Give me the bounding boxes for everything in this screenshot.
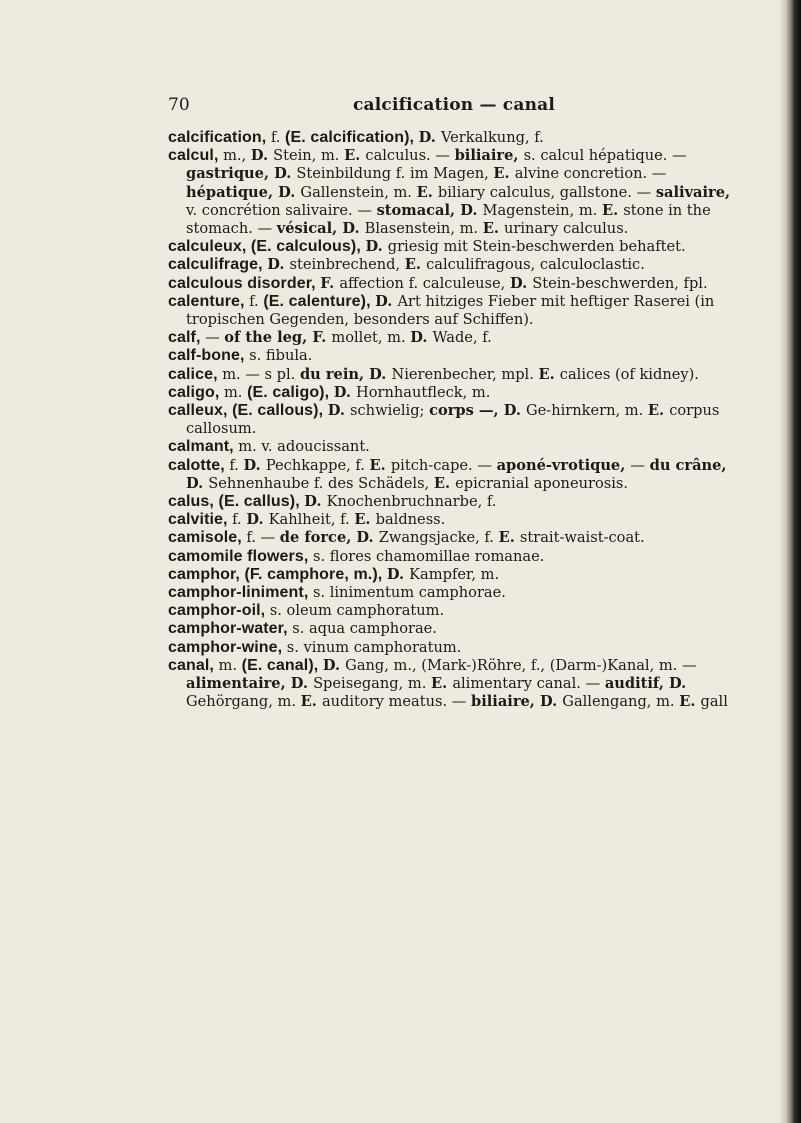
entry-camisole bbox=[168, 529, 746, 547]
entry-bold-term: D. bbox=[669, 675, 687, 693]
entry-text: f. — bbox=[246, 529, 280, 547]
entry-bold-term: D. bbox=[278, 183, 301, 201]
entry-text: s. aqua camphorae. bbox=[292, 620, 437, 638]
entry-equivalent: (F. camphore, bbox=[244, 565, 354, 583]
entry-headword: camphor-oil, bbox=[168, 602, 270, 620]
entry-bold-term: aponé-vrotique, bbox=[496, 456, 631, 474]
entry-equivalent: (E. caligo), bbox=[247, 383, 334, 401]
entry-bold-term: alimentaire, bbox=[186, 675, 291, 693]
entry-bold-term: E. bbox=[647, 402, 670, 420]
entry-text: f. bbox=[249, 292, 264, 310]
entry-equivalent: (E. callous), bbox=[232, 402, 328, 420]
entry-text: calculus. — bbox=[365, 147, 455, 165]
entry-text: m. v. adoucissant. bbox=[238, 438, 370, 456]
entry-bold-term: E. bbox=[493, 165, 515, 183]
page-header bbox=[168, 92, 740, 118]
entry-bold-term: D. bbox=[246, 511, 269, 529]
entry-bold-term: vésical, bbox=[276, 220, 343, 238]
entry-text: auditory meatus. — bbox=[321, 693, 471, 711]
entry-headword: calculeux, bbox=[168, 238, 251, 256]
entry-equivalent: (E. callus), bbox=[218, 493, 305, 511]
entry-headword: caligo, bbox=[168, 383, 224, 401]
entry-text: Stein, m. bbox=[273, 147, 345, 165]
entry-text: affection f. calculeuse, bbox=[339, 274, 510, 292]
entry-text: s. calcul hépatique. — bbox=[523, 147, 687, 165]
entry-text: Verkalkung, f. bbox=[440, 129, 544, 146]
entry-text: Pechkappe, f. bbox=[265, 456, 370, 474]
entry-text: calculifragous, calculoclastic. bbox=[426, 256, 645, 274]
entry-text: Art hitziges Fieber mit heftiger Raserei (in tropischen Gegenden, besonders auf Schiffen). bbox=[186, 292, 715, 329]
entry-bold-term: of the leg, bbox=[224, 329, 313, 347]
entry-headword: calvitie, bbox=[168, 511, 233, 529]
entry-calcul bbox=[168, 147, 746, 238]
entry-bold-term: D. bbox=[418, 129, 441, 146]
entry-text: Wade, f. bbox=[432, 329, 492, 347]
entry-text: alvine concretion. — bbox=[514, 165, 667, 183]
entry-text: m., bbox=[223, 147, 251, 165]
entry-bold-term: D. bbox=[250, 147, 274, 165]
entry-headword: camisole, bbox=[168, 529, 247, 547]
entry-bold-term: D. bbox=[375, 292, 398, 310]
entry-bold-term: D. bbox=[342, 220, 365, 238]
entry-text: m. bbox=[218, 656, 242, 674]
entry-camphor-liniment bbox=[168, 584, 746, 602]
entry-camphor bbox=[168, 566, 746, 584]
entry-bold-term: E. bbox=[601, 201, 624, 219]
entry-bold-term: E. bbox=[404, 256, 427, 274]
entry-calf-bone bbox=[168, 347, 746, 365]
entry-text: s. fibula. bbox=[249, 347, 313, 365]
entry-headword: calotte, bbox=[168, 456, 230, 474]
entry-text: urinary calculus. bbox=[504, 220, 629, 238]
entry-bold-term: E. bbox=[300, 693, 322, 711]
entry-headword: calculous disorder, bbox=[168, 274, 321, 292]
entry-bold-term: F. bbox=[312, 329, 332, 347]
entry-bold-term: auditif, bbox=[604, 675, 670, 693]
entry-text: Knochenbruchnarbe, f. bbox=[326, 493, 497, 511]
entry-text: epicranial aponeurosis. bbox=[455, 474, 629, 492]
entry-calus bbox=[168, 493, 746, 511]
entry-bold-term: E. bbox=[679, 693, 701, 711]
entry-bold-term: salivaire, bbox=[655, 183, 731, 201]
entry-text: corpus callosum. bbox=[186, 402, 720, 438]
entry-text: Gallenstein, m. bbox=[300, 183, 417, 201]
entry-text: Gallengang, m. bbox=[562, 693, 680, 711]
entry-headword: calf, bbox=[168, 329, 206, 347]
entry-headword: calf-bone, bbox=[168, 347, 250, 365]
entry-bold-term: biliaire, bbox=[471, 693, 540, 711]
entry-bold-term: E. bbox=[344, 147, 366, 165]
entry-headword: calculifrage, bbox=[168, 256, 268, 274]
entry-text: s. vinum camphoratum. bbox=[286, 638, 462, 656]
entry-equivalent: (E. calculous), bbox=[250, 238, 366, 256]
entry-text: stone in the stomach. — bbox=[186, 201, 711, 238]
entry-bold-term: E. bbox=[433, 474, 456, 492]
entry-text: Kampfer, m. bbox=[409, 565, 500, 583]
entry-headword: camphor-wine, bbox=[168, 638, 287, 656]
entry-equivalent: (E. canal), bbox=[241, 656, 323, 674]
entry-text: Zwangsjacke, f. bbox=[378, 529, 499, 547]
running-head: calcification — canal bbox=[352, 95, 556, 115]
entry-bold-term: E. bbox=[354, 511, 376, 529]
entry-text: — bbox=[205, 329, 225, 347]
entry-bold-term: D. bbox=[386, 565, 410, 583]
entry-text: — bbox=[630, 456, 650, 474]
entry-bold-term: du rein, bbox=[299, 365, 370, 383]
entry-bold-term: D. bbox=[503, 402, 526, 420]
entry-text: pitch-cape. — bbox=[390, 456, 497, 474]
entry-headword: calcification, bbox=[168, 129, 271, 146]
entry-bold-term: D. bbox=[410, 329, 433, 347]
entry-bold-term: D. bbox=[509, 274, 533, 292]
entry-text: f. bbox=[229, 456, 244, 474]
dictionary-entries bbox=[168, 129, 746, 712]
entry-bold-term: D. bbox=[243, 456, 266, 474]
entry-text: Hornhautfleck, m. bbox=[356, 383, 491, 401]
entry-text: Nierenbecher, mpl. bbox=[391, 365, 539, 383]
entry-text: baldness. bbox=[375, 511, 446, 529]
entry-text: s. flores chamomillae romanae. bbox=[312, 547, 545, 565]
entry-text: Gang, m., (Mark-)Röhre, f., (Darm-)Kanal, m. — bbox=[345, 656, 697, 674]
entry-camphor-oil bbox=[168, 602, 746, 620]
entry-bold-term: D. bbox=[327, 402, 351, 420]
book-binding-edge bbox=[785, 0, 801, 1123]
entry-bold-term: D. bbox=[290, 675, 314, 693]
entry-bold-term: D. bbox=[369, 365, 392, 383]
entry-calcification bbox=[168, 129, 746, 147]
entry-headword: camphor-water, bbox=[168, 620, 293, 638]
entry-headword: canal, bbox=[168, 656, 219, 674]
entry-text: Stein-beschwerden, fpl. bbox=[532, 274, 708, 292]
entry-text: Magenstein, m. bbox=[482, 201, 602, 219]
entry-caligo bbox=[168, 384, 746, 402]
entry-bold-term: D. bbox=[186, 474, 209, 492]
entry-text: Steinbildung f. im Magen, bbox=[296, 165, 494, 183]
entry-text: griesig mit Stein-beschwerden behaftet. bbox=[387, 238, 686, 256]
entry-text: v. concrétion salivaire. — bbox=[186, 201, 377, 219]
entry-headword: calenture, bbox=[168, 292, 250, 310]
entry-headword: calice, bbox=[168, 365, 223, 383]
entry-headword: calus, bbox=[168, 493, 219, 511]
entry-camphor-wine bbox=[168, 639, 746, 657]
entry-calenture bbox=[168, 293, 746, 329]
entry-headword: calcul, bbox=[168, 147, 224, 165]
entry-bold-term: D. bbox=[304, 493, 327, 511]
entry-bold-term: hépatique, bbox=[186, 183, 279, 201]
entry-camphor-water bbox=[168, 620, 746, 638]
entry-bold-term: gastrique, bbox=[186, 165, 275, 183]
entry-equivalent: (E. calenture), bbox=[263, 292, 376, 310]
entry-bold-term: corps —, bbox=[429, 402, 504, 420]
entry-bold-term: E. bbox=[538, 365, 560, 383]
entry-calmant bbox=[168, 438, 746, 456]
entry-bold-term: D. bbox=[356, 529, 379, 547]
entry-text: m. — s pl. bbox=[222, 365, 300, 383]
entry-calculeux bbox=[168, 238, 746, 256]
entry-bold-term: stomacal, bbox=[376, 201, 461, 219]
entry-text: s. oleum camphoratum. bbox=[269, 602, 445, 620]
entry-calculifrage bbox=[168, 256, 746, 274]
entry-calleux bbox=[168, 402, 746, 438]
entry-bold-term: du crâne, bbox=[649, 456, 727, 474]
entry-bold-term: D. bbox=[460, 201, 483, 219]
entry-text: Sehnenhaube f. des Schädels, bbox=[208, 474, 434, 492]
entry-text: steinbrechend, bbox=[289, 256, 405, 274]
entry-bold-term: D. bbox=[539, 693, 563, 711]
entry-text: f. bbox=[270, 129, 286, 146]
entry-headword: camphor-liniment, bbox=[168, 584, 313, 602]
entry-bold-term: D. bbox=[274, 165, 297, 183]
entry-text: Speisegang, m. bbox=[313, 675, 432, 693]
entry-bold-term: E. bbox=[482, 220, 505, 238]
entry-bold-term: D. bbox=[333, 383, 357, 401]
entry-text: Kahlheit, f. bbox=[268, 511, 355, 529]
entry-text: f. bbox=[232, 511, 247, 529]
entry-text: biliary calculus, gallstone. — bbox=[437, 183, 656, 201]
entry-equivalent: (E. calcification), bbox=[285, 129, 419, 146]
entry-text: mollet, m. bbox=[331, 329, 411, 347]
entry-bold-term: E. bbox=[498, 529, 520, 547]
entry-text: alimentary canal. — bbox=[452, 675, 605, 693]
entry-calculous-disorder bbox=[168, 275, 746, 293]
entry-canal bbox=[168, 657, 746, 712]
entry-bold-term: E. bbox=[431, 675, 453, 693]
page-number: 70 bbox=[168, 95, 190, 115]
entry-bold-term: biliaire, bbox=[454, 147, 524, 165]
entry-bold-term: D. bbox=[365, 238, 388, 256]
entry-equivalent: m.), bbox=[353, 565, 387, 583]
entry-headword: calmant, bbox=[168, 438, 239, 456]
entry-headword: camphor, bbox=[168, 565, 245, 583]
entry-text: strait-waist-coat. bbox=[519, 529, 645, 547]
entry-text: gall bbox=[700, 693, 728, 711]
entry-text: calices (of kidney). bbox=[559, 365, 699, 383]
entry-camomile-flowers bbox=[168, 548, 746, 566]
entry-calice bbox=[168, 366, 746, 384]
entry-calotte bbox=[168, 457, 746, 493]
entry-text: Blasenstein, m. bbox=[364, 220, 483, 238]
entry-bold-term: D. bbox=[267, 256, 290, 274]
entry-text: Gehörgang, m. bbox=[186, 693, 301, 711]
entry-bold-term: F. bbox=[320, 274, 340, 292]
entry-bold-term: E. bbox=[416, 183, 438, 201]
entry-headword: camomile flowers, bbox=[168, 547, 313, 565]
entry-bold-term: D. bbox=[322, 656, 346, 674]
entry-text: m. bbox=[223, 383, 248, 401]
entry-text: s. linimentum camphorae. bbox=[312, 584, 506, 602]
entry-bold-term: E. bbox=[369, 456, 391, 474]
entry-bold-term: de force, bbox=[279, 529, 357, 547]
entry-calf bbox=[168, 329, 746, 347]
entry-headword: calleux, bbox=[168, 402, 233, 420]
entry-calvitie bbox=[168, 511, 746, 529]
entry-text: schwielig; bbox=[350, 402, 430, 420]
entry-text: Ge-hirnkern, m. bbox=[525, 402, 648, 420]
